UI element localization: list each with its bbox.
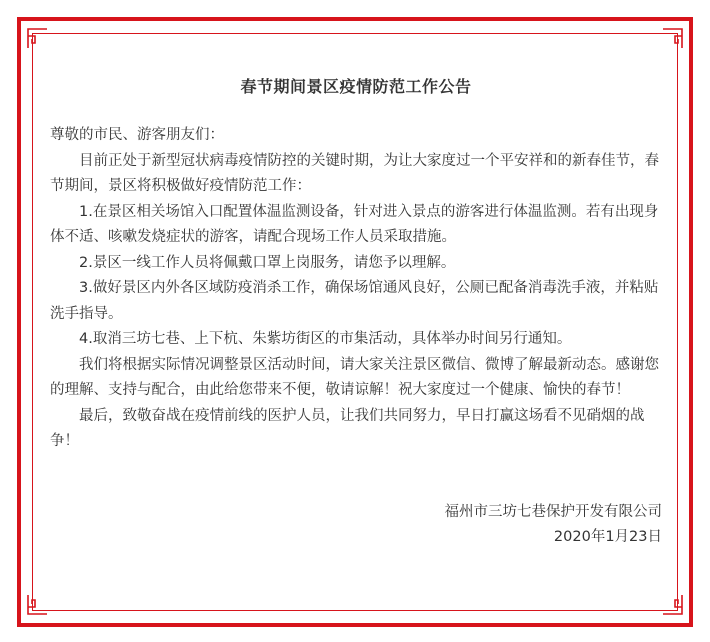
paragraph-item-3: 3.做好景区内外各区域防疫消杀工作，确保场馆通风良好，公厕已配备消毒洗手液，并粘贴洗手指导。 (50, 280, 659, 322)
notice-body (50, 123, 662, 455)
corner-ornament-bottom-left (26, 594, 48, 616)
corner-ornament-bottom-right (662, 594, 684, 616)
paragraph-item-4: 4.取消三坊七巷、上下杭、朱紫坊街区的市集活动，具体举办时间另行通知。 (79, 331, 572, 347)
signature-organization: 福州市三坊七巷保护开发有限公司 (444, 504, 662, 520)
paragraph-intro: 目前正处于新型冠状病毒疫情防控的关键时期，为让大家度过一个平安祥和的新春佳节，春节期间，景区将积极做好疫情防范工作： (50, 152, 659, 194)
greeting: 尊敬的市民、游客朋友们： (50, 127, 224, 143)
signature-date: 2020年1月23日 (553, 529, 662, 545)
corner-ornament-top-left (26, 27, 48, 49)
notice-title: 春节期间景区疫情防范工作公告 (240, 77, 472, 96)
paragraph-item-2: 2.景区一线工作人员将佩戴口罩上岗服务，请您予以理解。 (79, 254, 456, 271)
paragraph-adjustment: 我们将根据实际情况调整景区活动时间，请大家关注景区微信、微博了解最新动态。感谢您的理解、支持与配合，由此给您带来不便，敬请谅解！祝大家度过一个健康、愉快的春节！ (50, 356, 659, 398)
paragraph-closing: 最后，致敬奋战在疫情前线的医护人员，让我们共同努力，早日打赢这场看不见硝烟的战争！ (50, 407, 645, 449)
paragraph-item-1: 1.在景区相关场馆入口配置体温监测设备，针对进入景点的游客进行体温监测。若有出现身体不适、咳嗽发烧症状的游客，请配合现场工作人员采取措施。 (50, 203, 659, 245)
corner-ornament-top-right (662, 27, 684, 49)
